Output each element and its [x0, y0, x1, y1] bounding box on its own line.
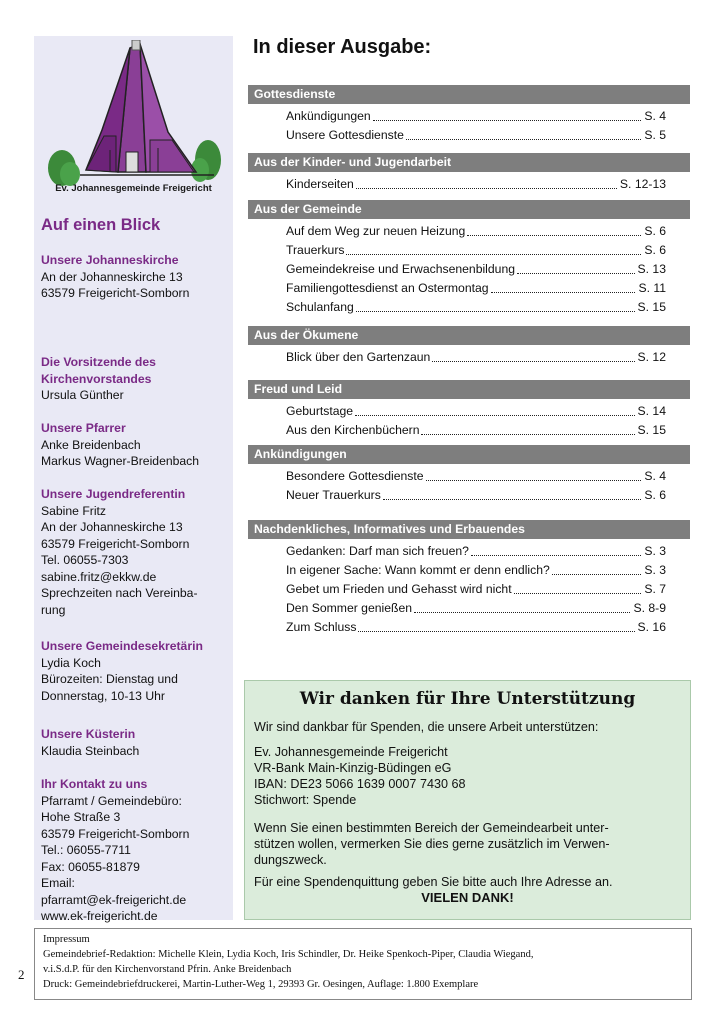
impressum — [34, 928, 692, 1000]
toc-leader-dots — [426, 468, 642, 481]
toc-entry — [286, 261, 666, 278]
toc-section — [248, 153, 690, 191]
toc-entry — [286, 600, 666, 617]
toc-entry-page: S. 8-9 — [633, 601, 666, 615]
toc-entry — [286, 127, 666, 144]
contact-line: Email: — [41, 876, 75, 890]
toc-leader-dots — [346, 242, 641, 255]
contact-block-heading: Unsere Küsterin — [41, 727, 136, 741]
donation-thanks: VIELEN DANK! — [421, 890, 514, 905]
contact-line: An der Johanneskirche 13 — [41, 269, 183, 284]
toc-entry-title: Gedanken: Darf man sich freuen? — [286, 544, 469, 558]
donation-note-line: Wenn Sie einen bestimmten Bereich der Gemeindearbeit unter- — [254, 821, 609, 835]
toc-entry-page: S. 16 — [637, 620, 666, 634]
contact-line: Ursula Günther — [41, 388, 124, 402]
toc-section-header: Ankündigungen — [248, 445, 690, 464]
toc-entry-title: Auf dem Weg zur neuen Heizung — [286, 224, 466, 238]
toc-leader-dots — [406, 127, 641, 140]
donation-title: Wir danken für Ihre Unterstützung — [299, 689, 636, 709]
contact-line: Bürozeiten: Dienstag und — [41, 672, 178, 686]
toc-section — [248, 326, 690, 364]
contact-line: rung — [41, 602, 66, 617]
contact-block-heading: Unsere Jugendreferentin — [41, 487, 186, 501]
donation-iban: IBAN: DE23 5066 1639 0007 7430 68 — [254, 777, 466, 791]
contact-line: Markus Wagner-Breidenbach — [41, 454, 200, 468]
toc-leader-dots — [471, 543, 641, 556]
contact-block — [41, 638, 231, 704]
donation-bank: VR-Bank Main-Kinzig-Büdingen eG — [254, 761, 452, 775]
sidebar-title: Auf einen Blick — [41, 216, 161, 234]
toc-entry-title: Blick über den Gartenzaun — [286, 350, 431, 364]
toc-title: In dieser Ausgabe: — [253, 36, 432, 58]
toc-entry-title: Trauerkurs — [286, 243, 345, 257]
contact-line: Pfarramt / Gemeindebüro: — [41, 793, 182, 808]
toc-entry-page: S. 14 — [637, 404, 666, 418]
toc-entry-title: Den Sommer genießen — [286, 601, 412, 615]
toc-leader-dots — [491, 280, 636, 293]
toc-entry-title: Schulanfang — [286, 300, 354, 314]
church-logo-icon — [46, 40, 222, 200]
toc-entry-page: S. 3 — [644, 563, 666, 577]
toc-section-header: Aus der Ökumene — [248, 326, 690, 345]
contact-line: An der Johanneskirche 13 — [41, 520, 183, 534]
toc-leader-dots — [514, 581, 642, 594]
contact-block — [41, 420, 231, 470]
toc-entry — [286, 108, 666, 125]
toc-entry-page: S. 4 — [644, 109, 666, 123]
toc-leader-dots — [467, 223, 641, 236]
toc-entry-title: In eigener Sache: Wann kommt er denn endlich? — [286, 563, 550, 577]
toc-entry — [286, 562, 666, 579]
contact-block-heading: Die Vorsitzende des — [41, 355, 156, 369]
toc-entry-title: Neuer Trauerkurs — [286, 488, 381, 502]
toc-entry-page: S. 5 — [644, 128, 666, 142]
toc-entry-page: S. 6 — [644, 224, 666, 238]
toc-entry — [286, 468, 666, 485]
contact-line: Donnerstag, 10-13 Uhr — [41, 688, 165, 703]
toc-section-header: Aus der Gemeinde — [248, 200, 690, 219]
contact-block — [41, 776, 231, 925]
toc-entry — [286, 581, 666, 598]
toc-section-header: Nachdenkliches, Informatives und Erbauendes — [248, 520, 690, 539]
donation-box — [244, 680, 691, 920]
contact-line: www.ek-freigericht.de — [41, 909, 158, 923]
contact-block-heading: Kirchenvorstandes — [41, 371, 152, 386]
contact-block — [41, 726, 231, 759]
toc-entry — [286, 422, 666, 439]
toc-entry-title: Gebet um Frieden und Gehasst wird nicht — [286, 582, 512, 596]
contact-line: Sprechzeiten nach Vereinba- — [41, 586, 198, 600]
contact-line: Tel.: 06055-7711 — [41, 843, 131, 857]
donation-receipt: Für eine Spendenquittung geben Sie bitte auch Ihre Adresse an. — [254, 875, 613, 889]
toc-section — [248, 380, 690, 437]
logo-caption: Ev. Johannesgemeinde Freigericht — [55, 183, 212, 194]
toc-entry — [286, 349, 666, 366]
toc-entry — [286, 223, 666, 240]
toc-entry — [286, 619, 666, 636]
donation-account-name: Ev. Johannesgemeinde Freigericht — [254, 745, 448, 759]
contact-line: Lydia Koch — [41, 655, 101, 670]
toc-entry-title: Geburtstage — [286, 404, 354, 418]
contact-block — [41, 486, 231, 618]
contact-line: pfarramt@ek-freigericht.de — [41, 892, 187, 907]
donation-intro: Wir sind dankbar für Spenden, die unsere Arbeit unterstützen: — [254, 720, 599, 734]
contact-line: Tel. 06055-7303 — [41, 553, 129, 567]
sidebar — [34, 36, 233, 923]
toc-leader-dots — [432, 349, 634, 362]
impressum-line: Druck: Gemeindebriefdruckerei, Martin-Luther-Weg 1, 29393 Gr. Oesingen, Auflage: 1.800 Exemplare — [43, 979, 479, 990]
toc-entry — [286, 242, 666, 259]
toc-section — [248, 200, 690, 314]
contact-line: 63579 Freigericht-Somborn — [41, 286, 190, 300]
toc-leader-dots — [355, 403, 634, 416]
toc-entry-page: S. 11 — [638, 281, 666, 295]
contact-block — [41, 354, 231, 404]
contact-line: Klaudia Steinbach — [41, 743, 140, 758]
toc-entry-page: S. 6 — [644, 243, 666, 257]
toc-entry-page: S. 13 — [637, 262, 666, 276]
toc-entry-page: S. 3 — [644, 544, 666, 558]
toc-leader-dots — [414, 600, 630, 613]
impressum-heading: Impressum — [43, 934, 90, 945]
toc-entry — [286, 280, 666, 297]
toc-entry-page: S. 15 — [637, 423, 666, 437]
toc-entry-title: Unsere Gottesdienste — [286, 128, 404, 142]
contact-block — [41, 252, 231, 302]
contact-line: 63579 Freigericht-Somborn — [41, 536, 190, 551]
toc-entry-page: S. 7 — [644, 582, 666, 596]
toc-leader-dots — [552, 562, 642, 575]
donation-note-line: stützen wollen, vermerken Sie dies gerne zusätzlich im Verwen- — [254, 837, 610, 851]
contact-line: Anke Breidenbach — [41, 437, 141, 452]
contact-line: Hohe Straße 3 — [41, 810, 121, 824]
toc-section — [248, 85, 690, 142]
toc-entry-title: Familiengottesdienst an Ostermontag — [286, 281, 489, 295]
toc-section — [248, 520, 690, 634]
toc-entry-page: S. 6 — [644, 488, 666, 502]
toc-entry-page: S. 15 — [637, 300, 666, 314]
toc-entry — [286, 176, 666, 193]
impressum-line: v.i.S.d.P. für den Kirchenvorstand Pfrin. Anke Breidenbach — [43, 964, 292, 975]
toc-entry — [286, 487, 666, 504]
page-number: 2 — [18, 967, 25, 982]
toc-leader-dots — [356, 299, 635, 312]
toc-leader-dots — [421, 422, 634, 435]
toc-entry-title: Kinderseiten — [286, 177, 354, 191]
donation-note-line: dungszweck. — [254, 853, 327, 867]
toc-entry-title: Gemeindekreise und Erwachsenenbildung — [286, 262, 515, 276]
toc-leader-dots — [517, 261, 635, 274]
toc-leader-dots — [356, 176, 617, 189]
toc-section — [248, 445, 690, 502]
contact-line: sabine.fritz@ekkw.de — [41, 569, 157, 584]
toc-entry-title: Ankündigungen — [286, 109, 371, 123]
toc-entry-title: Aus den Kirchenbüchern — [286, 423, 420, 437]
contact-line: Sabine Fritz — [41, 503, 107, 518]
toc-leader-dots — [373, 108, 642, 121]
toc-entry-page: S. 12-13 — [619, 177, 666, 191]
contact-block-heading: Ihr Kontakt zu uns — [41, 777, 148, 791]
toc-leader-dots — [358, 619, 634, 632]
toc-entry — [286, 543, 666, 560]
contact-block-heading: Unsere Johanneskirche — [41, 253, 179, 267]
toc-entry — [286, 403, 666, 420]
toc-leader-dots — [383, 487, 641, 500]
impressum-line: Gemeindebrief-Redaktion: Michelle Klein, Lydia Koch, Iris Schindler, Dr. Heike Spenkoch-Piper, Claudia Wiegand, — [43, 949, 534, 960]
toc-entry-page: S. 12 — [637, 350, 666, 364]
toc-section-header: Aus der Kinder- und Jugendarbeit — [248, 153, 690, 172]
contact-block-heading: Unsere Gemeindesekretärin — [41, 639, 203, 653]
toc-entry-page: S. 4 — [644, 469, 666, 483]
contact-line: Fax: 06055-81879 — [41, 859, 140, 874]
toc-entry-title: Zum Schluss — [286, 620, 357, 634]
toc-section-header: Freud und Leid — [248, 380, 690, 399]
toc-entry — [286, 299, 666, 316]
contact-block-heading: Unsere Pfarrer — [41, 421, 126, 435]
toc-section-header: Gottesdienste — [248, 85, 690, 104]
contact-line: 63579 Freigericht-Somborn — [41, 826, 190, 841]
donation-keyword: Stichwort: Spende — [254, 793, 357, 807]
toc-entry-title: Besondere Gottesdienste — [286, 469, 424, 483]
